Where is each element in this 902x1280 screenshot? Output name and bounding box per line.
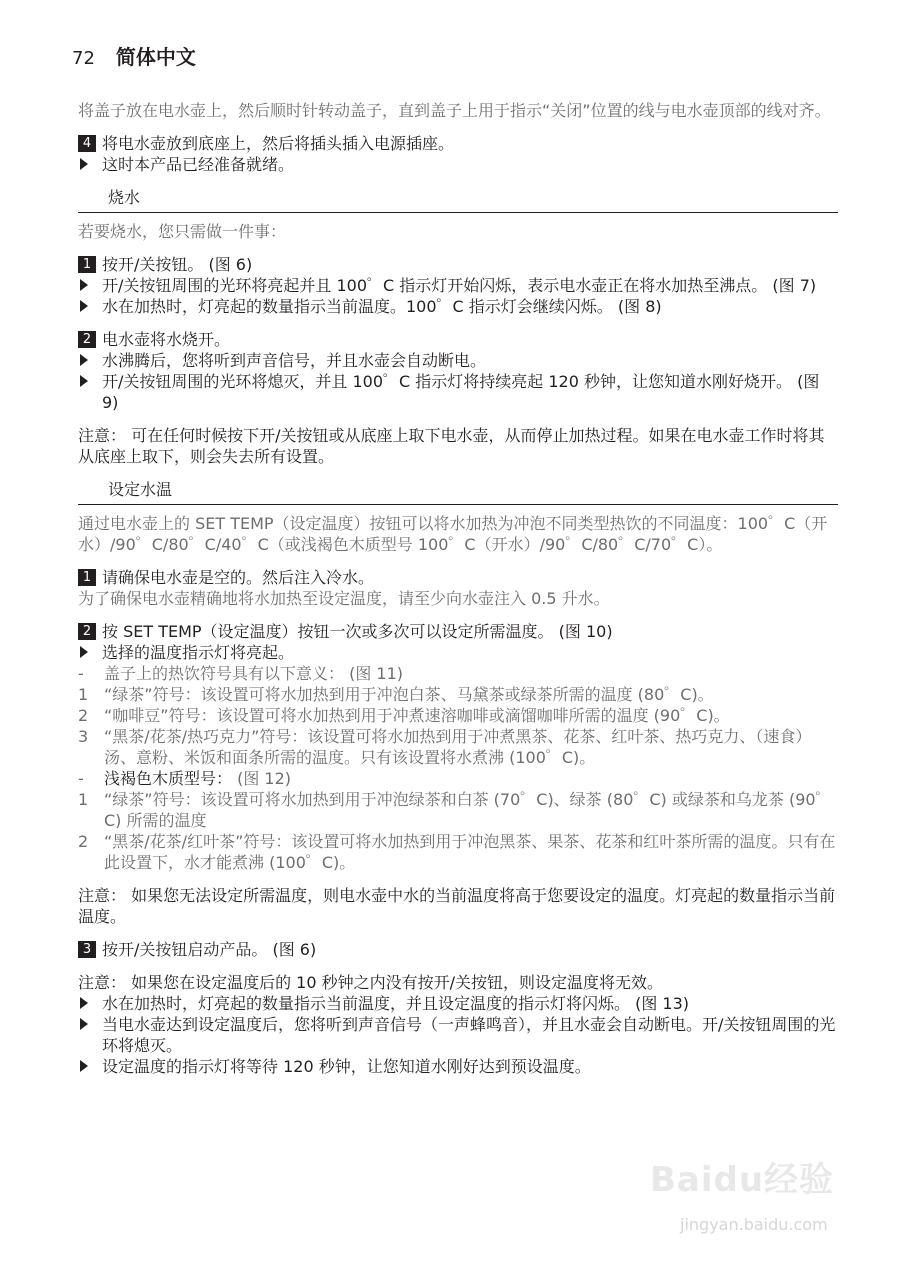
- temp-bullet-2: [78, 993, 838, 1014]
- page-header: [72, 44, 196, 72]
- list-text: “绿茶”符号：该设置可将水加热到用于冲泡绿茶和白茶 (70゜C)、绿茶 (80゜C) 或绿茶和乌龙茶 (90゜C) 所需的温度: [104, 790, 832, 830]
- temp-bullet-3: [78, 1014, 838, 1056]
- boil-note: 注意： 可在任何时候按下开/关按钮或从底座上取下电水壶，从而停止加热过程。如果在电水壶工作时将其从底座上取下，则会失去所有设置。: [78, 426, 825, 466]
- boil-bullet-4: [78, 371, 838, 413]
- triangle-bullet-icon: [80, 646, 88, 658]
- temp-step-2: [78, 621, 838, 642]
- list-text: “黑茶/花茶/热巧克力”符号：该设置可将水加热到用于冲煮黑茶、花茶、红叶茶、热巧克力、（速食）汤、意粉、米饭和面条所需的温度。只有该设置将水煮沸 (100゜C)。: [104, 727, 812, 767]
- triangle-bullet-icon: [80, 279, 88, 291]
- bullet-text: 开/关按钮周围的光环将熄灭，并且 100゜C 指示灯将持续亮起 120 秒钟，让您知道水刚好烧开。 (图 9): [102, 372, 820, 412]
- bullet-text: 开/关按钮周围的光环将亮起并且 100゜C 指示灯开始闪烁，表示电水壶正在将水加热至沸点。 (图 7): [102, 276, 817, 295]
- step-text: 电水壶将水烧开。: [102, 330, 231, 349]
- boil-step-2: [78, 329, 838, 350]
- list-number: 3: [78, 727, 89, 746]
- temp-step-1-note: 为了确保电水壶精确地将水加热至设定温度，请至少向水壶注入 0.5 升水。: [78, 589, 610, 608]
- wood-model-label: 浅褐色木质型号：: [104, 769, 233, 788]
- baidu-jingyan-watermark: [640, 1160, 850, 1246]
- step-number-badge: 1: [78, 256, 96, 273]
- temp-step-3: [78, 939, 838, 960]
- dash-marker: -: [78, 664, 84, 683]
- page-number: 72: [72, 48, 95, 69]
- figure-ref: (图 12): [232, 769, 292, 788]
- step-text: 按开/关按钮。 (图 6): [102, 255, 253, 274]
- triangle-bullet-icon: [80, 300, 88, 312]
- boil-step-1: [78, 254, 838, 275]
- boil-bullet-2: [78, 296, 838, 317]
- list-item: [78, 684, 838, 705]
- temp-bullet-4: [78, 1056, 838, 1077]
- step-number-badge: 2: [78, 331, 96, 348]
- temp-bullet-1: [78, 642, 838, 663]
- step-number-badge: 1: [78, 569, 96, 586]
- dash-text: 盖子上的热饮符号具有以下意义： (图 11): [104, 664, 404, 683]
- watermark-url: jingyan.baidu.com: [680, 1215, 828, 1234]
- result-bullet: [78, 154, 838, 175]
- list-number: 1: [78, 790, 89, 809]
- triangle-bullet-icon: [80, 1060, 88, 1072]
- step-4: [78, 133, 838, 154]
- triangle-bullet-icon: [80, 375, 88, 387]
- dash-text-wrap: [104, 768, 838, 789]
- temp-note-1: 注意： 如果您无法设定所需温度，则电水壶中水的当前温度将高于您要设定的温度。灯亮起的数量指示当前温度。: [78, 886, 836, 926]
- triangle-bullet-icon: [80, 158, 88, 170]
- bullet-text: 水沸腾后，您将听到声音信号，并且水壶会自动断电。: [102, 351, 487, 370]
- list-text: “黑茶/花茶/红叶茶”符号：该设置可将水加热到用于冲泡黑茶、果茶、花茶和红叶茶所需的温度。只有在此设置下，水才能煮沸 (100゜C)。: [104, 832, 836, 872]
- list-number: 1: [78, 685, 89, 704]
- symbols-dash-item: [78, 663, 838, 684]
- step-text: 将电水壶放到底座上，然后将插头插入电源插座。: [102, 134, 455, 153]
- list-number: 2: [78, 832, 89, 851]
- bullet-text: 当电水壶达到设定温度后，您将听到声音信号（一声蜂鸣音），并且水壶会自动断电。开/关按钮周围的光环将熄灭。: [102, 1015, 836, 1055]
- list-item: [78, 726, 838, 768]
- bullet-text: 水在加热时，灯亮起的数量指示当前温度。100゜C 指示灯会继续闪烁。 (图 8): [102, 297, 662, 316]
- list-text: “咖啡豆”符号：该设置可将水加热到用于冲煮速溶咖啡或滴馏咖啡所需的温度 (90゜C)。: [104, 706, 730, 725]
- list-item: [78, 705, 838, 726]
- boil-bullet-1: [78, 275, 838, 296]
- triangle-bullet-icon: [80, 1018, 88, 1030]
- watermark-brand: Baidu经验: [650, 1160, 835, 1200]
- step-number-badge: 2: [78, 623, 96, 640]
- step-number-badge: 3: [78, 941, 96, 958]
- dash-marker: -: [78, 769, 84, 788]
- temp-intro: 通过电水壶上的 SET TEMP（设定温度）按钮可以将水加热为冲泡不同类型热饮的不同温度：100゜C（开水）/90゜C/80゜C/40゜C（或浅褐色木质型号 100゜C（开水）/90゜C/80゜C/70゜C）。: [78, 514, 828, 554]
- language-label: 简体中文: [115, 45, 196, 69]
- wood-model-dash-item: [78, 768, 838, 789]
- triangle-bullet-icon: [80, 354, 88, 366]
- list-text: “绿茶”符号：该设置可将水加热到用于冲泡白茶、马黛茶或绿茶所需的温度 (80゜C)。: [104, 685, 714, 704]
- boil-intro: 若要烧水，您只需做一件事：: [78, 222, 287, 241]
- section-heading-temp: 设定水温: [78, 479, 838, 505]
- bullet-text: 这时本产品已经准备就绪。: [102, 155, 295, 174]
- step-text: 请确保电水壶是空的。然后注入冷水。: [102, 568, 375, 587]
- intro-paragraph: 将盖子放在电水壶上，然后顺时针转动盖子，直到盖子上用于指示“关闭”位置的线与电水壶顶部的线对齐。: [78, 101, 831, 120]
- list-item: [78, 831, 838, 873]
- step-text: 按开/关按钮启动产品。 (图 6): [102, 940, 317, 959]
- list-item: [78, 789, 838, 831]
- temp-note-2: 注意： 如果您在设定温度后的 10 秒钟之内没有按开/关按钮，则设定温度将无效。: [78, 973, 664, 992]
- boil-bullet-3: [78, 350, 838, 371]
- triangle-bullet-icon: [80, 997, 88, 1009]
- list-number: 2: [78, 706, 89, 725]
- bullet-text: 设定温度的指示灯将等待 120 秒钟，让您知道水刚好达到预设温度。: [102, 1057, 591, 1076]
- bullet-text: 水在加热时，灯亮起的数量指示当前温度，并且设定温度的指示灯将闪烁。 (图 13): [102, 994, 690, 1013]
- temp-step-1: [78, 567, 838, 588]
- section-heading-boil: 烧水: [78, 187, 838, 213]
- page-content: [78, 100, 838, 1077]
- step-text: 按 SET TEMP（设定温度）按钮一次或多次可以设定所需温度。 (图 10): [102, 622, 613, 641]
- step-number-badge: 4: [78, 135, 96, 152]
- bullet-text: 选择的温度指示灯将亮起。: [102, 643, 295, 662]
